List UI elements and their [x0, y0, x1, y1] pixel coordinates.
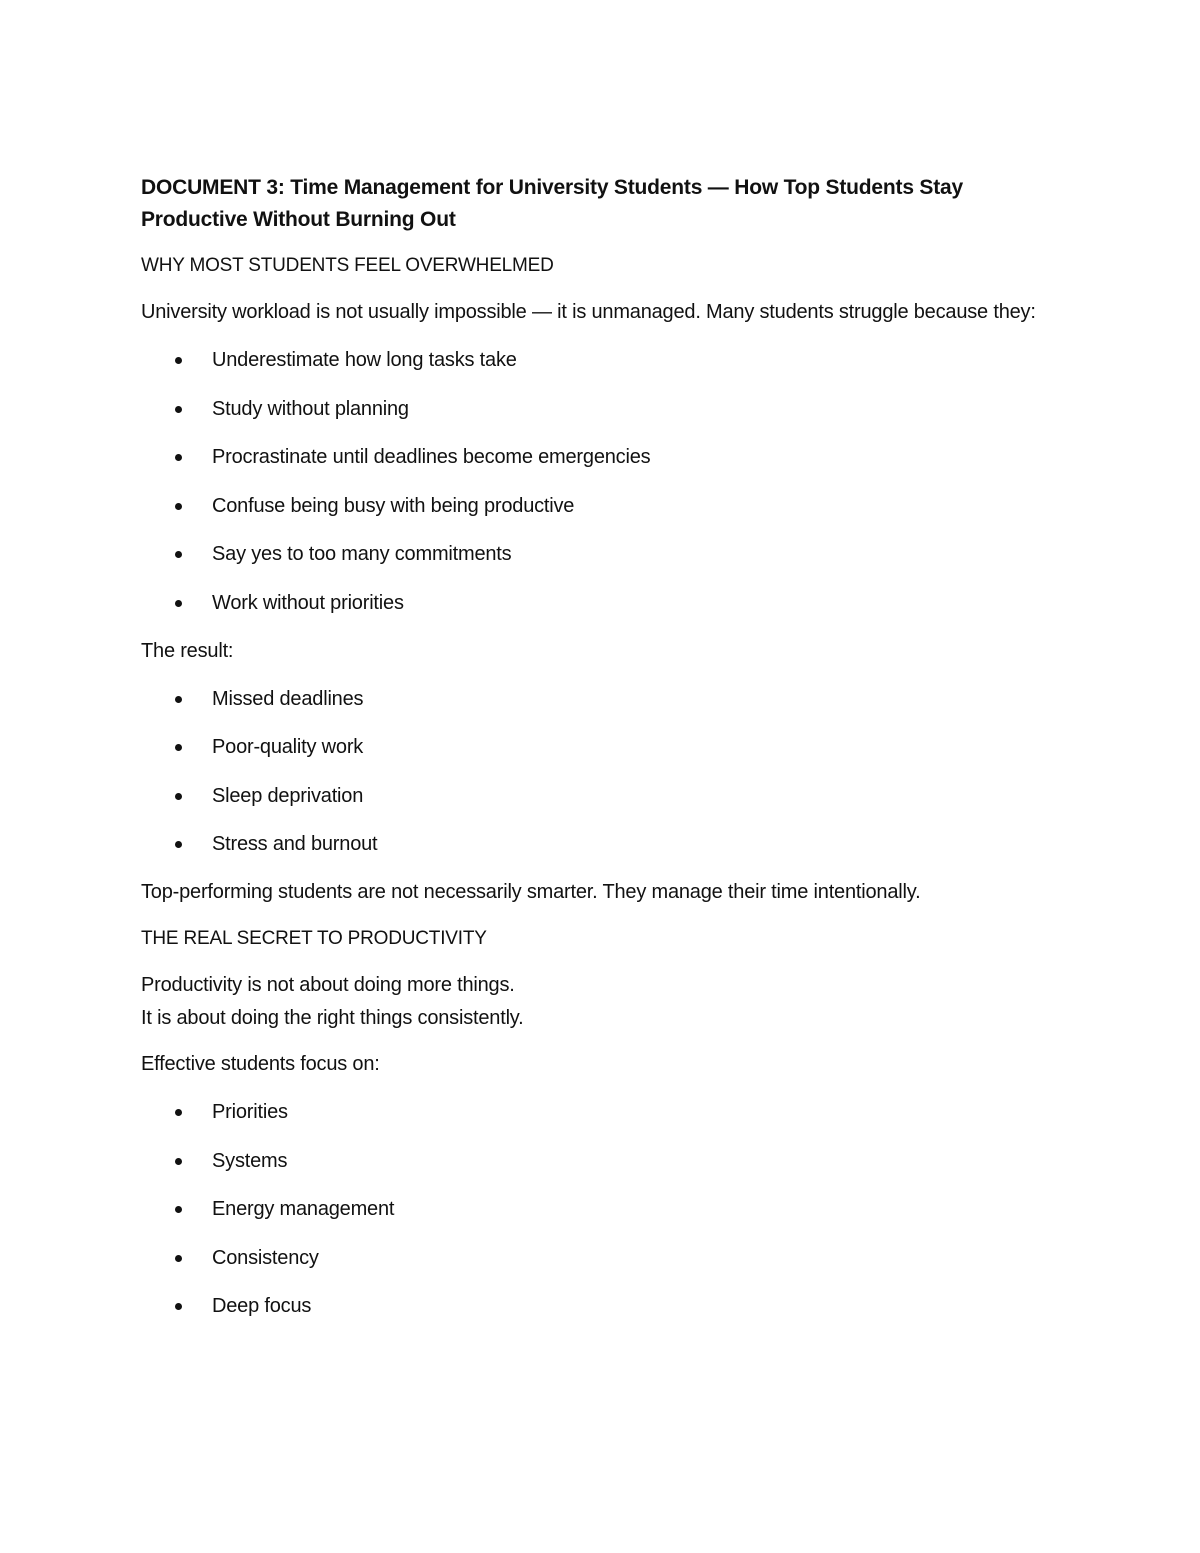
list-item	[141, 731, 1041, 764]
struggles-list	[141, 344, 1041, 620]
list-item	[141, 393, 1041, 426]
list-item-text: Systems	[212, 1149, 288, 1172]
document-body	[141, 172, 1041, 1338]
bullet-icon	[175, 406, 182, 413]
document-title: DOCUMENT 3: Time Management for University Students — How Top Students Stay Productive Without Burning Out	[141, 176, 963, 231]
list-item	[141, 683, 1041, 716]
list-item-text: Energy management	[212, 1198, 395, 1220]
bullet-icon	[175, 551, 182, 558]
list-item-text: Stress and burnout	[212, 833, 378, 855]
list-item-text: Missed deadlines	[212, 687, 364, 710]
focus-list	[141, 1096, 1041, 1323]
productivity-line-1: Productivity is not about doing more things.	[141, 974, 515, 996]
list-item	[141, 780, 1041, 813]
bullet-icon	[175, 696, 182, 703]
bullet-icon	[175, 1255, 182, 1262]
bullet-icon	[175, 1158, 182, 1165]
result-label: The result:	[141, 639, 234, 662]
list-item-text: Work without priorities	[212, 591, 404, 614]
list-item-text: Say yes to too many commitments	[212, 543, 512, 565]
bullet-icon	[175, 841, 182, 848]
list-item-text: Confuse being busy with being productive	[212, 494, 575, 517]
bullet-icon	[175, 1109, 182, 1116]
list-item	[141, 538, 1041, 571]
bullet-icon	[175, 1206, 182, 1213]
bullet-icon	[175, 454, 182, 461]
results-list	[141, 683, 1041, 862]
list-item	[141, 490, 1041, 523]
bullet-icon	[175, 793, 182, 800]
list-item	[141, 1290, 1041, 1323]
list-item	[141, 441, 1041, 474]
list-item-text: Priorities	[212, 1101, 288, 1123]
bullet-icon	[175, 1303, 182, 1310]
list-item-text: Underestimate how long tasks take	[212, 349, 517, 371]
list-item-text: Consistency	[212, 1246, 319, 1269]
bullet-icon	[175, 503, 182, 510]
section-heading-overwhelmed: WHY MOST STUDENTS FEEL OVERWHELMED	[141, 255, 554, 276]
list-item-text: Sleep deprivation	[212, 784, 364, 807]
section-heading-productivity: THE REAL SECRET TO PRODUCTIVITY	[141, 928, 487, 949]
productivity-line-2: It is about doing the right things consistently.	[141, 1007, 524, 1029]
top-performers-paragraph: Top-performing students are not necessarily smarter. They manage their time intentionally.	[141, 881, 921, 903]
list-item	[141, 1193, 1041, 1226]
list-item-text: Poor-quality work	[212, 736, 364, 758]
list-item	[141, 828, 1041, 861]
list-item	[141, 587, 1041, 620]
list-item-text: Procrastinate until deadlines become emergencies	[212, 446, 651, 468]
list-item	[141, 1242, 1041, 1275]
list-item	[141, 344, 1041, 377]
bullet-icon	[175, 357, 182, 364]
list-item-text: Deep focus	[212, 1295, 312, 1317]
productivity-paragraph	[141, 969, 1041, 1035]
focus-label: Effective students focus on:	[141, 1053, 380, 1075]
bullet-icon	[175, 744, 182, 751]
bullet-icon	[175, 600, 182, 607]
list-item-text: Study without planning	[212, 397, 409, 420]
intro-paragraph: University workload is not usually impossible — it is unmanaged. Many students struggle because they:	[141, 301, 1036, 323]
list-item	[141, 1145, 1041, 1178]
list-item	[141, 1096, 1041, 1129]
